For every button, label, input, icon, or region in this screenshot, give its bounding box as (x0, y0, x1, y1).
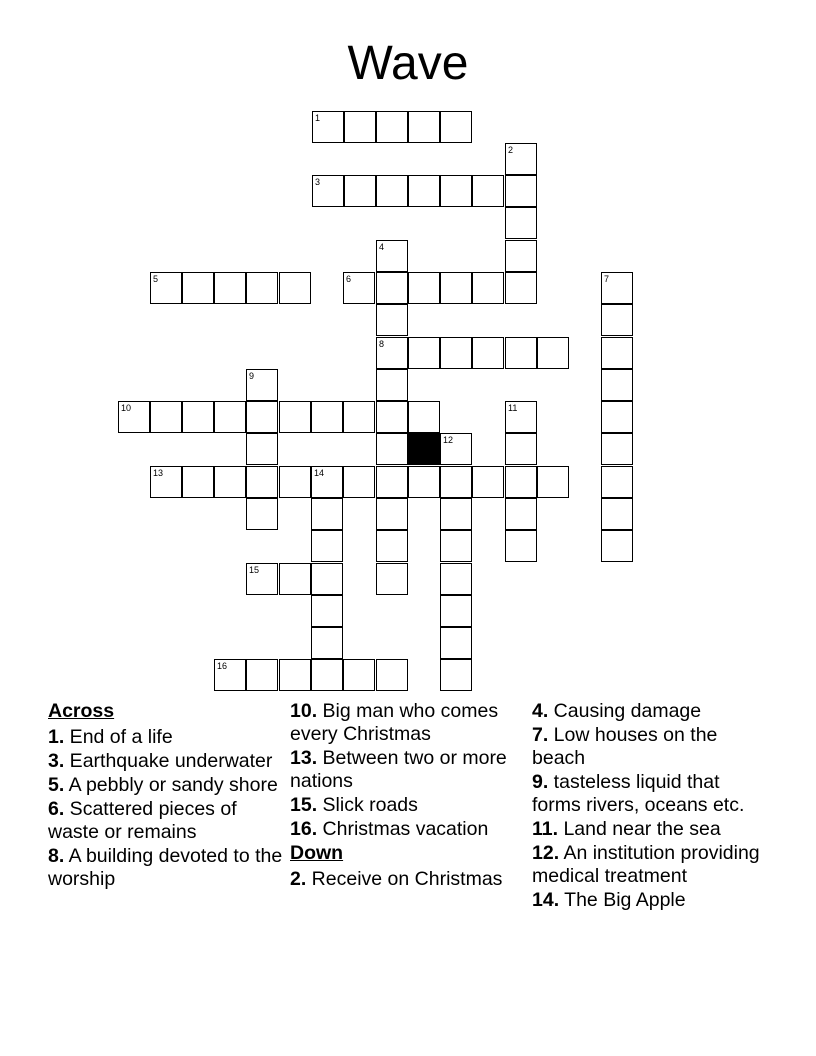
clue-text: Causing damage (548, 700, 702, 722)
grid-cell[interactable] (440, 272, 472, 304)
clue-text: tasteless liquid that forms rivers, oceans etc. (532, 771, 745, 816)
grid-cell[interactable] (311, 595, 343, 627)
grid-cell[interactable] (182, 401, 214, 433)
clue-text: Scattered pieces of waste or remains (48, 798, 237, 843)
grid-cell[interactable] (182, 272, 214, 304)
down-clue-list-1 (290, 868, 530, 891)
across-clue (48, 798, 288, 844)
grid-cell[interactable] (343, 401, 375, 433)
grid-cell[interactable] (311, 659, 343, 691)
grid-cell[interactable] (472, 272, 504, 304)
clues-column-1 (48, 700, 288, 892)
grid-cell[interactable] (505, 433, 537, 465)
grid-cell[interactable] (246, 466, 278, 498)
grid-cell[interactable] (311, 563, 343, 595)
clue-number: 2 (508, 145, 514, 155)
grid-cell[interactable] (279, 466, 311, 498)
grid-cell[interactable] (343, 466, 375, 498)
grid-cell[interactable] (408, 175, 440, 207)
grid-cell[interactable] (472, 175, 504, 207)
grid-cell[interactable] (376, 304, 408, 336)
across-heading: Across (48, 700, 115, 722)
grid-cell[interactable] (311, 627, 343, 659)
clue-text: A building devoted to the worship (48, 845, 283, 890)
clue-text: Between two or more nations (290, 747, 507, 792)
grid-cell[interactable] (214, 272, 246, 304)
grid-cell[interactable] (440, 659, 472, 691)
clue-label: 6. (48, 798, 65, 820)
grid-cell[interactable] (408, 111, 440, 143)
grid-cell[interactable] (408, 337, 440, 369)
clue-label: 16. (290, 818, 318, 840)
grid-cell[interactable] (246, 433, 278, 465)
clue-number: 16 (217, 661, 228, 671)
clue-label: 7. (532, 724, 549, 746)
grid-cell[interactable] (601, 433, 633, 465)
clue-number: 12 (443, 435, 454, 445)
clues-column-2 (290, 700, 530, 892)
clue-number: 7 (604, 274, 610, 284)
grid-cell[interactable] (601, 401, 633, 433)
grid-cell[interactable] (505, 175, 537, 207)
grid-cell[interactable] (343, 659, 375, 691)
clue-label: 11. (532, 818, 559, 840)
grid-cell[interactable] (311, 530, 343, 562)
grid-cell[interactable] (601, 530, 633, 562)
clue-text: Earthquake underwater (64, 750, 273, 772)
grid-cell[interactable] (376, 272, 408, 304)
across-clue (290, 747, 530, 793)
grid-cell[interactable] (601, 466, 633, 498)
black-square (408, 433, 440, 465)
across-clue (48, 750, 288, 773)
across-clue (290, 794, 530, 817)
grid-cell[interactable] (279, 272, 311, 304)
clue-label: 8. (48, 845, 65, 867)
clue-text: The Big Apple (559, 889, 686, 911)
clue-label: 1. (48, 726, 65, 748)
down-clue (532, 889, 772, 912)
grid-cell[interactable] (440, 466, 472, 498)
grid-cell[interactable] (246, 401, 278, 433)
grid-cell[interactable] (376, 466, 408, 498)
clue-label: 4. (532, 700, 549, 722)
clue-text: Slick roads (317, 794, 418, 816)
clue-label: 13. (290, 747, 318, 769)
grid-cell[interactable] (214, 466, 246, 498)
grid-cell[interactable] (311, 498, 343, 530)
grid-cell[interactable] (408, 401, 440, 433)
clue-label: 2. (290, 868, 307, 890)
across-clue-list-2 (290, 700, 530, 841)
grid-cell[interactable] (440, 175, 472, 207)
clue-text: Low houses on the beach (532, 724, 718, 769)
grid-cell[interactable] (376, 498, 408, 530)
clue-number: 15 (249, 565, 260, 575)
clue-number: 6 (346, 274, 352, 284)
down-clue (532, 724, 772, 770)
down-clue (532, 818, 772, 841)
grid-cell[interactable] (440, 627, 472, 659)
clues-column-3 (532, 700, 772, 913)
grid-cell[interactable] (440, 337, 472, 369)
grid-cell[interactable] (472, 337, 504, 369)
clue-text: A pebbly or sandy shore (64, 774, 278, 796)
down-clue (532, 771, 772, 817)
down-clue (532, 842, 772, 888)
grid-cell[interactable] (376, 530, 408, 562)
clue-text: End of a life (64, 726, 173, 748)
across-clue (48, 845, 288, 891)
down-heading: Down (290, 842, 344, 864)
grid-cell[interactable] (279, 659, 311, 691)
grid-cell[interactable] (344, 175, 376, 207)
grid-cell[interactable] (505, 207, 537, 239)
grid-cell[interactable] (182, 466, 214, 498)
clue-number: 9 (249, 371, 255, 381)
grid-cell[interactable] (376, 111, 408, 143)
grid-cell[interactable] (440, 595, 472, 627)
grid-cell[interactable] (505, 498, 537, 530)
grid-cell[interactable] (440, 498, 472, 530)
grid-cell[interactable] (505, 240, 537, 272)
grid-cell[interactable] (505, 466, 537, 498)
grid-cell[interactable] (601, 337, 633, 369)
grid-cell[interactable] (505, 337, 537, 369)
grid-cell[interactable] (440, 530, 472, 562)
grid-cell[interactable] (472, 466, 504, 498)
clue-text: An institution providing medical treatment (532, 842, 760, 887)
grid-cell[interactable] (376, 369, 408, 401)
clue-number: 13 (153, 468, 164, 478)
grid-cell[interactable] (408, 272, 440, 304)
grid-cell[interactable] (311, 401, 343, 433)
grid-cell[interactable] (537, 337, 569, 369)
across-clue (290, 700, 530, 746)
grid-cell[interactable] (214, 401, 246, 433)
grid-cell[interactable] (344, 111, 376, 143)
clue-label: 9. (532, 771, 549, 793)
grid-cell[interactable] (376, 175, 408, 207)
clue-text: Christmas vacation (317, 818, 489, 840)
clue-text: Receive on Christmas (306, 868, 503, 890)
grid-cell[interactable] (505, 530, 537, 562)
clue-text: Big man who comes every Christmas (290, 700, 499, 745)
clue-number: 11 (508, 403, 518, 413)
clue-label: 12. (532, 842, 560, 864)
grid-cell[interactable] (246, 272, 278, 304)
grid-cell[interactable] (376, 433, 408, 465)
grid-cell[interactable] (279, 401, 311, 433)
grid-cell[interactable] (601, 369, 633, 401)
grid-cell[interactable] (246, 659, 278, 691)
grid-cell[interactable] (279, 563, 311, 595)
grid-cell[interactable] (440, 111, 472, 143)
across-clue (48, 726, 288, 749)
grid-cell[interactable] (246, 498, 278, 530)
clue-number: 3 (315, 177, 321, 187)
clue-number: 10 (121, 403, 132, 413)
clue-text: Land near the sea (558, 818, 721, 840)
across-clue (290, 818, 530, 841)
grid-cell[interactable] (150, 401, 182, 433)
grid-cell[interactable] (601, 498, 633, 530)
down-clue (290, 868, 530, 891)
across-clue-list-1 (48, 726, 288, 891)
grid-cell[interactable] (505, 272, 537, 304)
clue-number: 14 (314, 468, 325, 478)
clue-number: 8 (379, 339, 385, 349)
clue-number: 1 (315, 113, 321, 123)
puzzle-title: Wave (347, 37, 469, 90)
clue-number: 4 (379, 242, 385, 252)
clue-label: 5. (48, 774, 65, 796)
across-clue (48, 774, 288, 797)
down-clue (532, 700, 772, 723)
grid-cell[interactable] (376, 401, 408, 433)
grid-cell[interactable] (440, 563, 472, 595)
clue-label: 10. (290, 700, 318, 722)
grid-cell[interactable] (537, 466, 569, 498)
clue-label: 15. (290, 794, 318, 816)
clue-label: 14. (532, 889, 560, 911)
down-clue-list-2 (532, 700, 772, 912)
grid-cell[interactable] (376, 563, 408, 595)
clue-number: 5 (153, 274, 159, 284)
grid-cell[interactable] (408, 466, 440, 498)
grid-cell[interactable] (376, 659, 408, 691)
grid-cell[interactable] (601, 304, 633, 336)
clue-label: 3. (48, 750, 65, 772)
